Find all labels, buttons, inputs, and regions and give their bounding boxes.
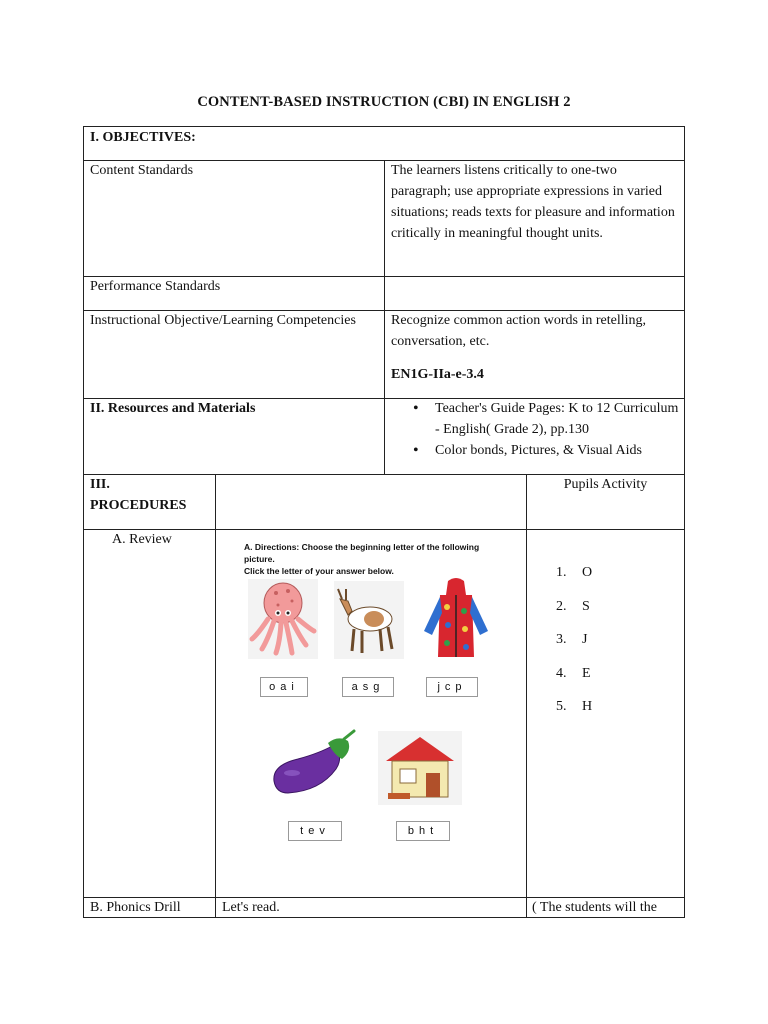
competency-code: EN1G-IIa-e-3.4 bbox=[391, 367, 484, 382]
pupils-activity-header: Pupils Activity bbox=[563, 477, 648, 492]
instructional-objective-label: Instructional Objective/Learning Competencies bbox=[90, 313, 356, 328]
choice-box[interactable]: asg bbox=[342, 677, 394, 697]
goat-picture bbox=[334, 581, 404, 659]
document-title: CONTENT-BASED INSTRUCTION (CBI) IN ENGLISH 2 bbox=[197, 94, 571, 110]
answer-item: 5. H bbox=[556, 699, 593, 714]
resource-item: • Teacher's Guide Pages: K to 12 Curriculum - English( Grade 2), pp.130 bbox=[391, 398, 681, 440]
answer-item: 3. J bbox=[556, 632, 588, 647]
answer-list bbox=[556, 562, 592, 730]
review-worksheet bbox=[230, 533, 506, 863]
resources-list bbox=[391, 398, 681, 461]
performance-standards-label: Performance Standards bbox=[90, 279, 221, 294]
answer-item: 4. E bbox=[556, 665, 591, 681]
answer-item: 2. S bbox=[556, 598, 590, 614]
divider bbox=[83, 529, 685, 530]
octopus-picture bbox=[248, 579, 318, 659]
review-label: A. Review bbox=[112, 532, 172, 547]
choice-box[interactable]: jcp bbox=[426, 677, 478, 697]
procedures-heading: III. PROCEDURES bbox=[90, 477, 187, 513]
worksheet-directions: A. Directions: Choose the beginning letter of the following picture. Click the letter of your answer below. bbox=[244, 542, 480, 576]
phonics-pupils-text: ( The students will the bbox=[532, 900, 657, 915]
divider bbox=[215, 474, 216, 918]
phonics-label: B. Phonics Drill bbox=[90, 900, 181, 915]
divider bbox=[384, 160, 385, 475]
choice-box[interactable]: tev bbox=[288, 821, 342, 841]
divider bbox=[526, 474, 527, 918]
jacket-picture bbox=[420, 577, 492, 661]
eggplant-picture bbox=[268, 729, 360, 799]
resource-item: • Color bonds, Pictures, & Visual Aids bbox=[391, 440, 681, 461]
choice-box[interactable]: bht bbox=[396, 821, 450, 841]
phonics-teacher-text: Let's read. bbox=[222, 900, 280, 915]
content-standards-value: The learners listens critically to one-two paragraph; use appropriate expressions in varied situations; reads texts for pleasure and information critically in meaningful thought units. bbox=[391, 163, 675, 241]
resources-label: II. Resources and Materials bbox=[90, 401, 256, 416]
instructional-objective-value: Recognize common action words in retelling, conversation, etc. bbox=[391, 313, 647, 349]
content-standards-label: Content Standards bbox=[90, 163, 194, 178]
answer-item: 1. O bbox=[556, 565, 593, 580]
choice-box[interactable]: oai bbox=[260, 677, 308, 697]
house-picture bbox=[378, 731, 462, 805]
objectives-heading: I. OBJECTIVES: bbox=[90, 130, 196, 145]
